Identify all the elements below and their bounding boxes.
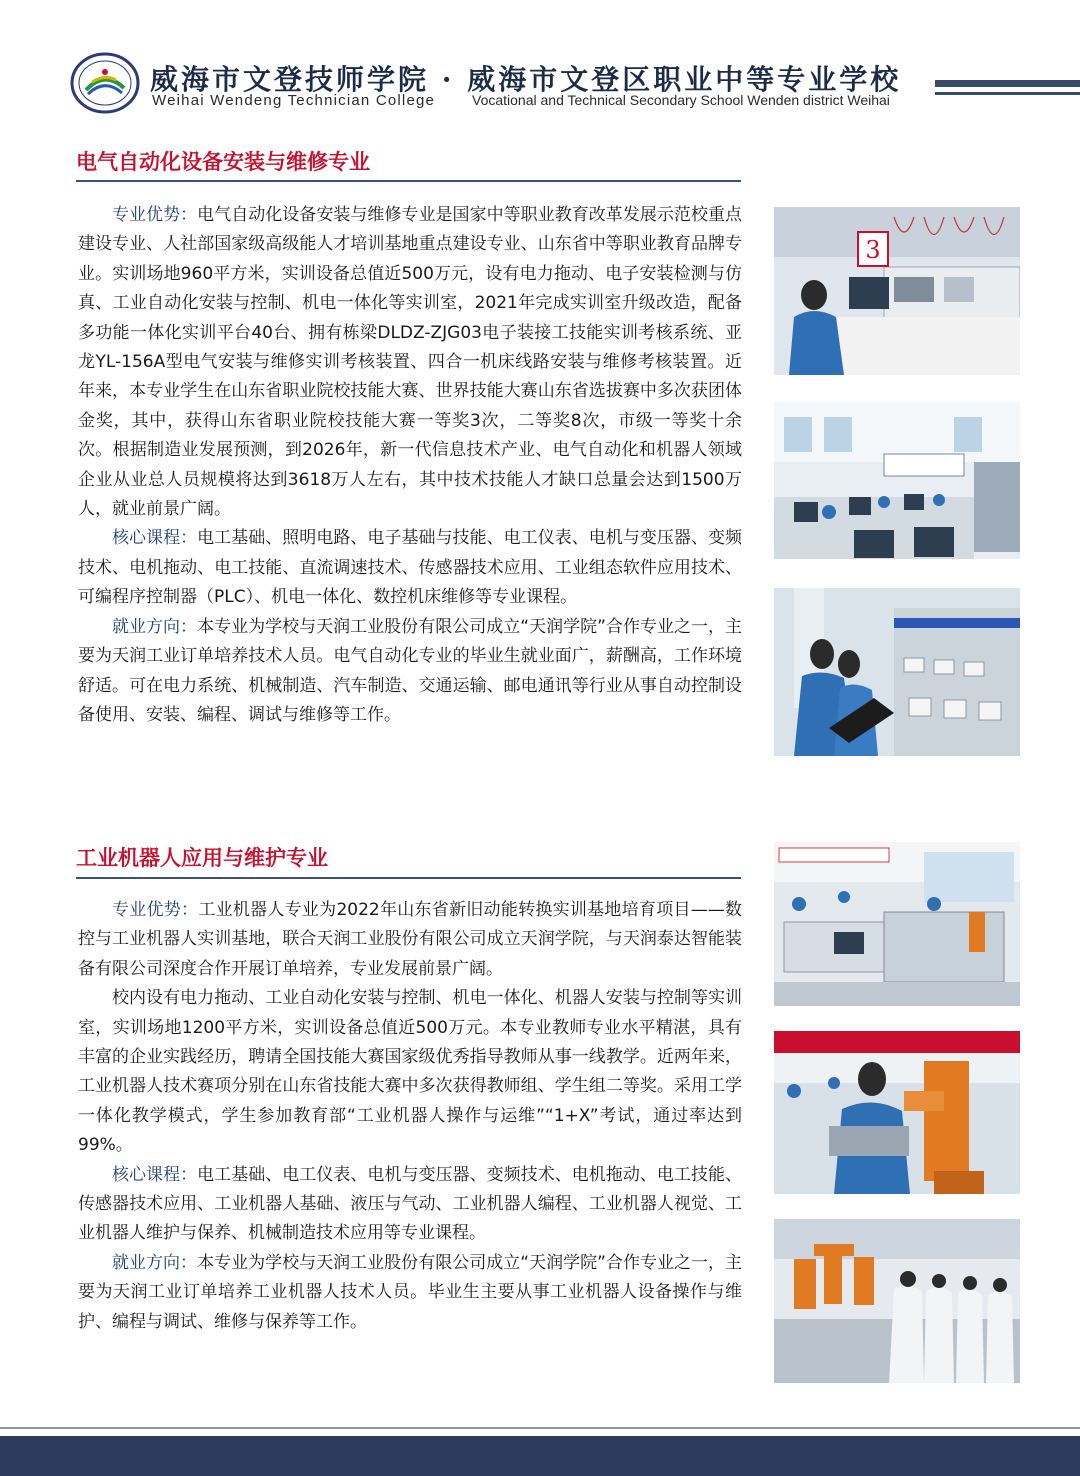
advantage-paragraph	[78, 896, 742, 984]
footer-band	[0, 1436, 1080, 1476]
section-body-electrical	[78, 201, 742, 730]
courses-paragraph	[78, 1161, 742, 1249]
photo-robotics-workshop	[774, 1219, 1020, 1383]
school-emblem-icon	[70, 52, 140, 114]
advantage-label: 专业优势：	[112, 205, 198, 225]
school-name-cn: 威海市文登技师学院 · 威海市文登区职业中等专业学校	[150, 63, 902, 96]
section-divider	[76, 180, 741, 182]
footer-divider	[0, 1427, 1080, 1429]
advantage-text: 工业机器人专业为2022年山东省新旧动能转换实训基地培育项目——数控与工业机器人实训基地，联合天润工业股份有限公司成立天润学院，与天润泰达智能装备有限公司深度合作开展订单培养，专业发展前景广阔。	[78, 900, 743, 979]
photo-electrical-lab-3	[774, 588, 1020, 756]
page-header	[0, 0, 1080, 130]
facilities-paragraph: 校内设有电力拖动、工业自动化安装与控制、机电一体化、机器人安装与控制等实训室，实训场地1200平方米，实训设备总值近500万元。本专业教师专业水平精湛，具有丰富的企业实践经历，聘请全国技能大赛国家级优秀指导教师从事一线教学。近两年来，工业机器人技术赛项分别在山东省技能大赛中多次获得教师组、学生组二等奖。采用工学一体化教学模式，学生参加教育部“工业机器人操作与运维”“1+X”考试，通过率达到99%。	[78, 988, 742, 1156]
courses-paragraph	[78, 524, 742, 612]
station-number-badge: 3	[865, 236, 881, 264]
courses-label: 核心课程：	[112, 528, 198, 549]
photo-electrical-lab-1	[774, 207, 1020, 375]
school-name-en: Weihai Wendeng Technician College	[152, 92, 436, 109]
career-paragraph	[78, 613, 742, 731]
courses-text: 电工基础、电工仪表、电机与变压器、变频技术、电机拖动、电工技能、传感器技术应用、工业机器人基础、液压与气动、工业机器人编程、工业机器人视觉、工业机器人维护与保养、机械制造技术应用等专业课程。	[78, 1164, 743, 1244]
section-body-robotics	[78, 896, 742, 1337]
career-text: 本专业为学校与天润工业股份有限公司成立“天润学院”合作专业之一，主要为天润工业订单培养工业机器人技术人员。毕业生主要从事工业机器人设备操作与维护、编程与调试、维修与保养等工作。	[78, 1252, 742, 1332]
courses-label: 核心课程：	[112, 1164, 198, 1185]
header-divider-bar	[935, 92, 1080, 95]
career-text: 本专业为学校与天润工业股份有限公司成立“天润学院”合作专业之一，主要为天润工业订单培养技术人员。电气自动化专业的毕业生就业面广，薪酬高，工作环境舒适。可在电力系统、机械制造、汽车制造、交通运输、邮电通讯等行业从事自动控制设备使用、安装、编程、调试与维修等工作。	[78, 616, 742, 725]
header-divider-bar	[935, 80, 1080, 87]
advantage-label: 专业优势：	[112, 900, 199, 920]
career-label: 就业方向：	[112, 616, 198, 637]
career-paragraph	[78, 1249, 742, 1337]
section-title-robotics: 工业机器人应用与维护专业	[76, 846, 328, 870]
section-title-electrical: 电气自动化设备安装与维修专业	[76, 150, 370, 174]
school-name-en-secondary: Vocational and Technical Secondary School Wenden district Weihai	[472, 92, 890, 108]
section-divider	[76, 877, 741, 879]
photo-electrical-lab-2	[774, 402, 1020, 559]
career-label: 就业方向：	[112, 1252, 198, 1273]
advantage-paragraph	[78, 201, 742, 524]
advantage-text: 电气自动化设备安装与维修专业是国家中等职业教育改革发展示范校重点建设专业、人社部国家级高级能人才培训基地重点建设专业、山东省中等职业教育品牌专业。实训场地960平方米，实训设备总值近500万元，设有电力拖动、电子安装检测与仿真、工业自动化安装与控制、机电一体化等实训室，2021年完成实训室升级改造，配备多功能一体化实训平台40台、拥有栋梁DLDZ-ZJG03电子装接工技能实训考核系统、亚龙YL-156A型电气安装与维修实训考核装置、四合一机床线路安装与维修考核装置。近年来，本专业学生在山东省职业院校技能大赛、世界技能大赛山东省选拔赛中多次获团体金奖，其中，获得山东省职业院校技能大赛一等奖3次，二等奖8次，市级一等奖十余次。根据制造业发展预测，到2026年，新一代信息技术产业、电气自动化和机器人领域企业从业总人员规模将达到3618万人左右，其中技术技能人才缺口总量会达到1500万人，就业前景广阔。	[78, 205, 743, 520]
photo-robotics-lab-2	[774, 1031, 1020, 1194]
photo-robotics-lab-1	[774, 842, 1020, 1006]
courses-text: 电工基础、照明电路、电子基础与技能、电工仪表、电机与变压器、变频技术、电机拖动、电工技能、直流调速技术、传感器技术应用、工业组态软件应用技术、可编程序控制器（PLC）、机电一体化、数控机床维修等专业课程。	[78, 528, 743, 608]
